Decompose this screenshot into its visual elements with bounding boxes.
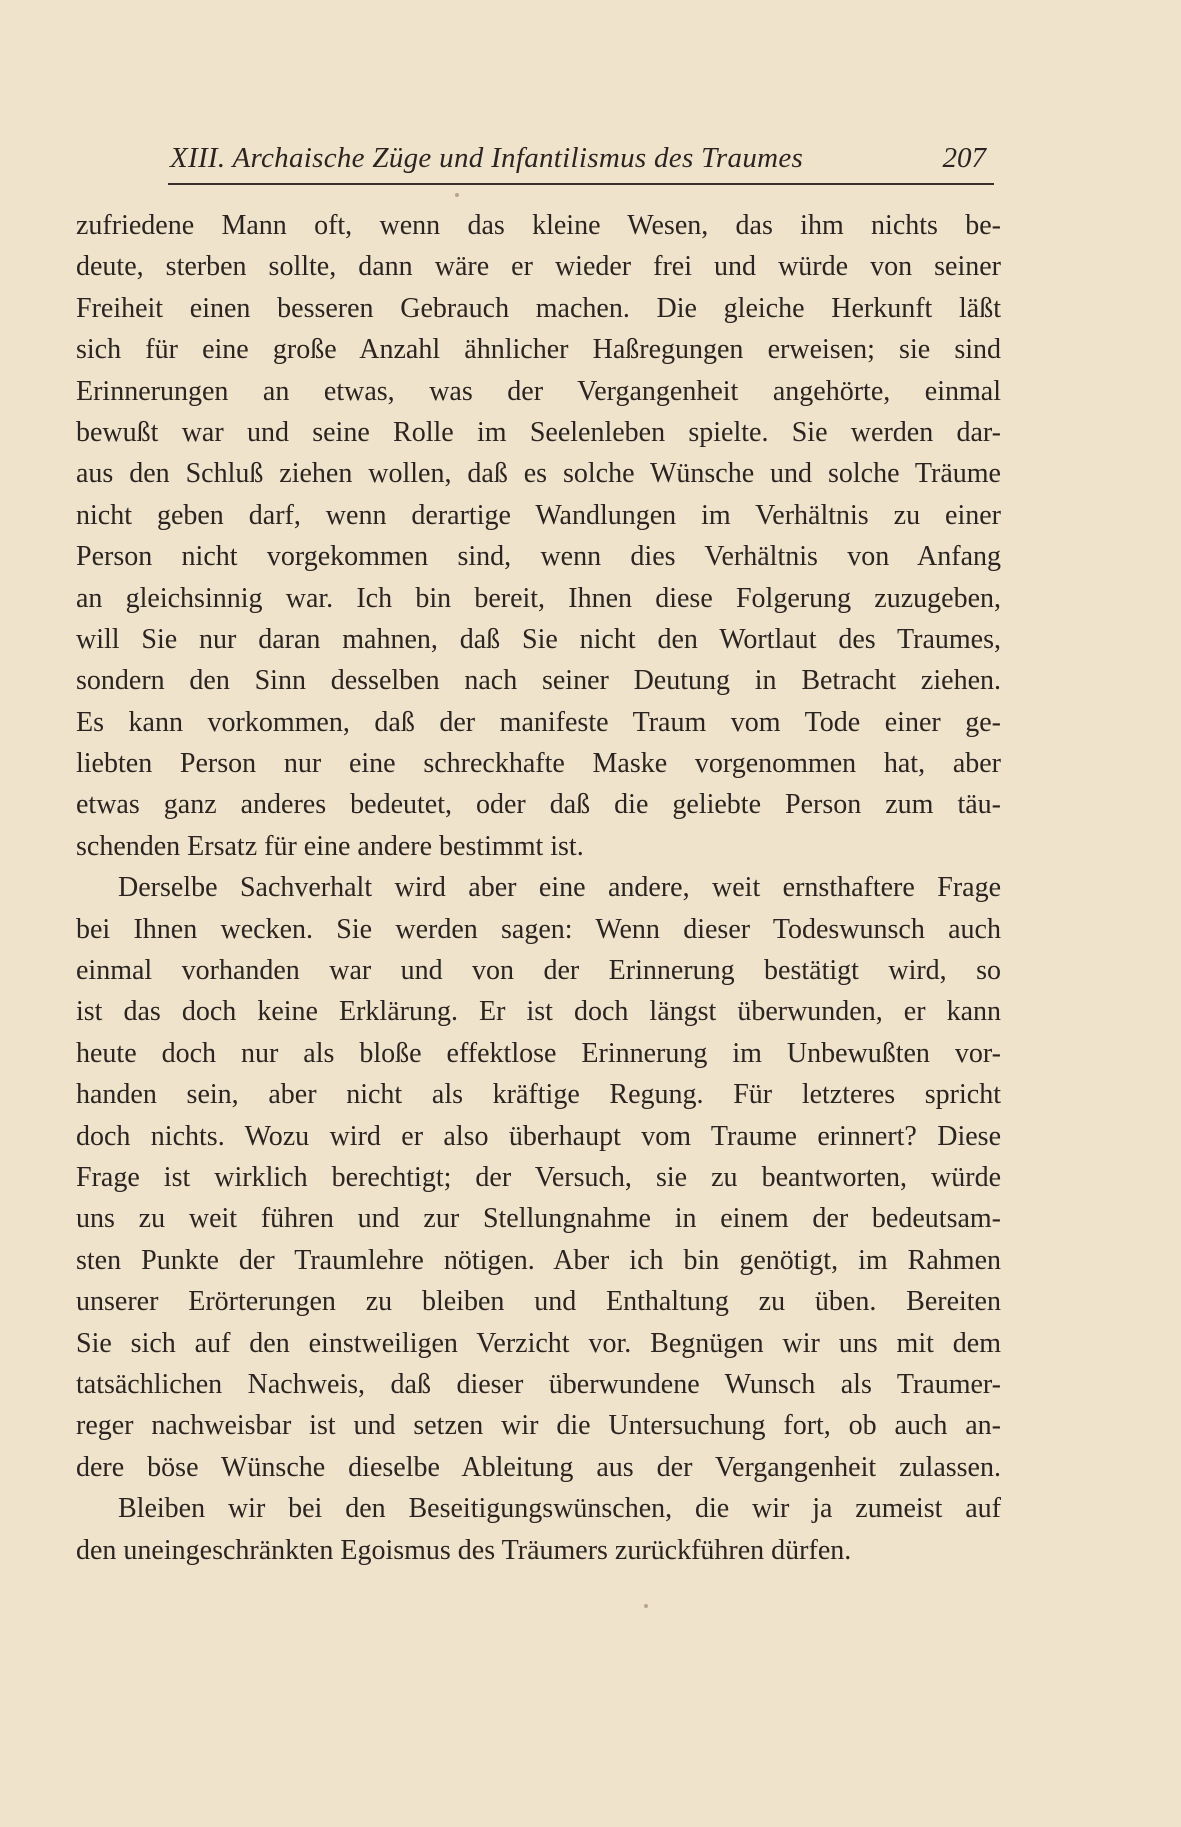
text-line: will Sie nur daran mahnen, daß Sie nicht den Wortlaut des Traumes, [76,623,1001,655]
text-line: Person nicht vorgekommen sind, wenn dies Verhältnis von Anfang [76,541,1001,573]
text-line: dere böse Wünsche dieselbe Ableitung aus der Vergangenheit zulassen. [76,1451,1001,1483]
header-rule [168,183,994,185]
text-line: heute doch nur als bloße effektlose Erinnerung im Unbewußten vor- [76,1037,1001,1069]
text-line: zufriedene Mann oft, wenn das kleine Wesen, das ihm nichts be- [76,210,1001,241]
text-line: Sie sich auf den einstweiligen Verzicht vor. Begnügen wir uns mit dem [76,1327,1001,1359]
text-line: uns zu weit führen und zur Stellungnahme in einem der bedeutsam- [76,1203,1001,1235]
text-line: Frage ist wirklich berechtigt; der Versuch, sie zu beantworten, würde [76,1161,1001,1193]
text-line: an gleichsinnig war. Ich bin bereit, Ihnen diese Folgerung zuzugeben, [76,582,1001,614]
text-line: bei Ihnen wecken. Sie werden sagen: Wenn dieser Todeswunsch auch [76,913,1001,945]
text-line: sich für eine große Anzahl ähnlicher Haßregungen erweisen; sie sind [76,334,1001,366]
paper-speck [644,1604,648,1608]
chapter-title: XIII. Archaische Züge und Infantilismus des Traumes [170,142,804,174]
text-line: nicht geben darf, wenn derartige Wandlungen im Verhältnis zu einer [76,499,1001,531]
running-head [168,142,990,182]
text-line: doch nichts. Wozu wird er also überhaupt vom Traume erinnert? Diese [76,1120,1001,1152]
text-line: etwas ganz anderes bedeutet, oder daß die geliebte Person zum täu- [76,789,1001,821]
text-line: handen sein, aber nicht als kräftige Regung. Für letzteres spricht [76,1079,1001,1111]
paragraph-start-line: Bleiben wir bei den Beseitigungswünschen, die wir ja zumeist auf [118,1493,1001,1525]
paragraph-start-line: Derselbe Sachverhalt wird aber eine andere, weit ernsthaftere Frage [118,872,1001,904]
text-line: liebten Person nur eine schreckhafte Maske vorgenommen hat, aber [76,748,1001,780]
text-line: den uneingeschränkten Egoismus des Träumers zurückführen dürfen. [76,1534,852,1566]
page-number: 207 [942,142,986,174]
text-line: Erinnerungen an etwas, was der Vergangenheit angehörte, einmal [76,375,1001,407]
text-line: reger nachweisbar ist und setzen wir die Untersuchung fort, ob auch an- [76,1410,1001,1442]
text-line: Freiheit einen besseren Gebrauch machen. Die gleiche Herkunft läßt [76,292,1001,324]
text-line: bewußt war und seine Rolle im Seelenleben spielte. Sie werden dar- [76,416,1001,448]
text-line: Es kann vorkommen, daß der manifeste Traum vom Tode einer ge- [76,706,1001,738]
text-line: unserer Erörterungen zu bleiben und Enthaltung zu üben. Bereiten [76,1286,1001,1318]
text-line: sondern den Sinn desselben nach seiner Deutung in Betracht ziehen. [76,665,1001,697]
text-line: tatsächlichen Nachweis, daß dieser überwundene Wunsch als Traumer- [76,1368,1001,1400]
paper-speck [455,193,459,197]
text-line: sten Punkte der Traumlehre nötigen. Aber ich bin genötigt, im Rahmen [76,1244,1001,1276]
text-line: ist das doch keine Erklärung. Er ist doch längst überwunden, er kann [76,996,1001,1028]
text-line: schenden Ersatz für eine andere bestimmt ist. [76,830,584,862]
text-line: aus den Schluß ziehen wollen, daß es solche Wünsche und solche Träume [76,458,1001,490]
text-line: deute, sterben sollte, dann wäre er wieder frei und würde von seiner [76,251,1001,283]
text-line: einmal vorhanden war und von der Erinnerung bestätigt wird, so [76,955,1001,987]
body-text [76,205,1001,1571]
